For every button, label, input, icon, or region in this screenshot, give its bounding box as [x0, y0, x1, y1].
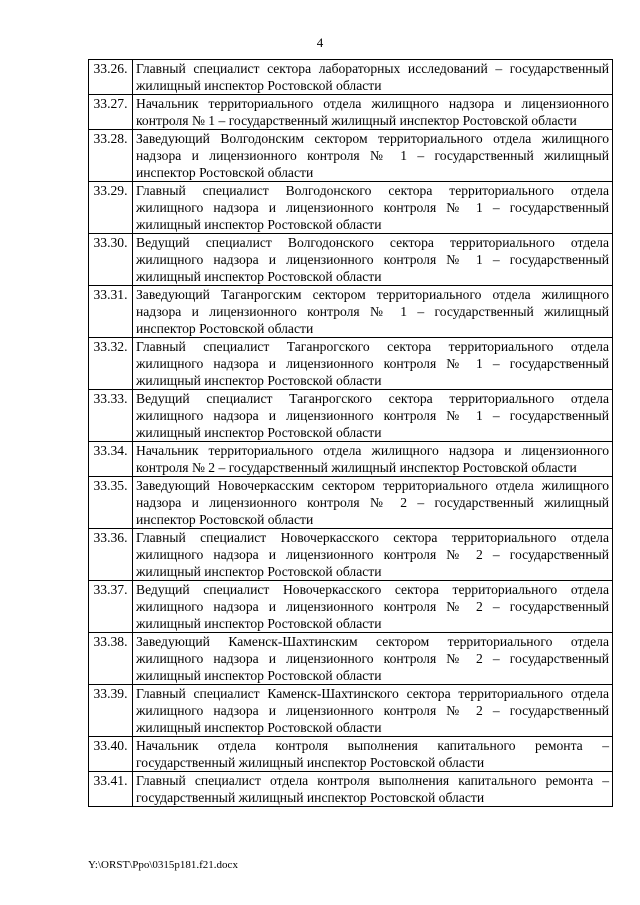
table-row	[89, 130, 613, 182]
table-row	[89, 182, 613, 234]
table-row	[89, 685, 613, 737]
table-row	[89, 60, 613, 95]
table-row	[89, 633, 613, 685]
table-row	[89, 390, 613, 442]
table-row	[89, 338, 613, 390]
position-title: Главный специалист Новочеркасского сектора территориального отдела жилищного надзора и лицензионного контроля № 2 – государственный жилищный инспектор Ростовской области	[133, 529, 613, 581]
position-title: Главный специалист Каменск-Шахтинского сектора территориального отдела жилищного надзора и лицензионного контроля № 2 – государственный жилищный инспектор Ростовской области	[133, 685, 613, 737]
row-number: 33.41.	[89, 772, 133, 807]
row-number: 33.37.	[89, 581, 133, 633]
row-number: 33.36.	[89, 529, 133, 581]
row-number: 33.30.	[89, 234, 133, 286]
position-title: Главный специалист Таганрогского сектора территориального отдела жилищного надзора и лицензионного контроля № 1 – государственный жилищный инспектор Ростовской области	[133, 338, 613, 390]
page-number: 4	[316, 35, 324, 50]
row-number: 33.29.	[89, 182, 133, 234]
row-number: 33.34.	[89, 442, 133, 477]
table-row	[89, 737, 613, 772]
row-number: 33.32.	[89, 338, 133, 390]
table-row	[89, 286, 613, 338]
row-number: 33.40.	[89, 737, 133, 772]
position-title: Ведущий специалист Волгодонского сектора территориального отдела жилищного надзора и лицензионного контроля № 1 – государственный жилищный инспектор Ростовской области	[133, 234, 613, 286]
row-number: 33.33.	[89, 390, 133, 442]
table-row	[89, 95, 613, 130]
position-title: Начальник территориального отдела жилищного надзора и лицензионного контроля № 1 – государственный жилищный инспектор Ростовской области	[133, 95, 613, 130]
row-number: 33.28.	[89, 130, 133, 182]
table-row	[89, 477, 613, 529]
position-title: Главный специалист Волгодонского сектора территориального отдела жилищного надзора и лицензионного контроля № 1 – государственный жилищный инспектор Ростовской области	[133, 182, 613, 234]
position-title: Заведующий Каменск-Шахтинским сектором территориального отдела жилищного надзора и лицензионного контроля № 2 – государственный жилищный инспектор Ростовской области	[133, 633, 613, 685]
footer-file-path: Y:\ORST\Ppo\0315p181.f21.docx	[88, 859, 238, 871]
table-row	[89, 529, 613, 581]
position-title: Заведующий Волгодонским сектором территориального отдела жилищного надзора и лицензионного контроля № 1 – государственный жилищный инспектор Ростовской области	[133, 130, 613, 182]
row-number: 33.27.	[89, 95, 133, 130]
position-title: Начальник территориального отдела жилищного надзора и лицензионного контроля № 2 – государственный жилищный инспектор Ростовской области	[133, 442, 613, 477]
positions-table-body	[89, 60, 613, 807]
row-number: 33.26.	[89, 60, 133, 95]
row-number: 33.31.	[89, 286, 133, 338]
row-number: 33.39.	[89, 685, 133, 737]
position-title: Главный специалист сектора лабораторных исследований – государственный жилищный инспектор Ростовской области	[133, 60, 613, 95]
positions-table	[88, 59, 613, 807]
position-title: Ведущий специалист Новочеркасского сектора территориального отдела жилищного надзора и лицензионного контроля № 2 – государственный жилищный инспектор Ростовской области	[133, 581, 613, 633]
position-title: Главный специалист отдела контроля выполнения капитального ремонта – государственный жилищный инспектор Ростовской области	[133, 772, 613, 807]
table-row	[89, 581, 613, 633]
row-number: 33.38.	[89, 633, 133, 685]
table-row	[89, 772, 613, 807]
table-row	[89, 442, 613, 477]
position-title: Ведущий специалист Таганрогского сектора территориального отдела жилищного надзора и лицензионного контроля № 1 – государственный жилищный инспектор Ростовской области	[133, 390, 613, 442]
row-number: 33.35.	[89, 477, 133, 529]
table-row	[89, 234, 613, 286]
position-title: Заведующий Таганрогским сектором территориального отдела жилищного надзора и лицензионного контроля № 1 – государственный жилищный инспектор Ростовской области	[133, 286, 613, 338]
position-title: Начальник отдела контроля выполнения капитального ремонта – государственный жилищный инспектор Ростовской области	[133, 737, 613, 772]
position-title: Заведующий Новочеркасским сектором территориального отдела жилищного надзора и лицензионного контроля № 2 – государственный жилищный инспектор Ростовской области	[133, 477, 613, 529]
